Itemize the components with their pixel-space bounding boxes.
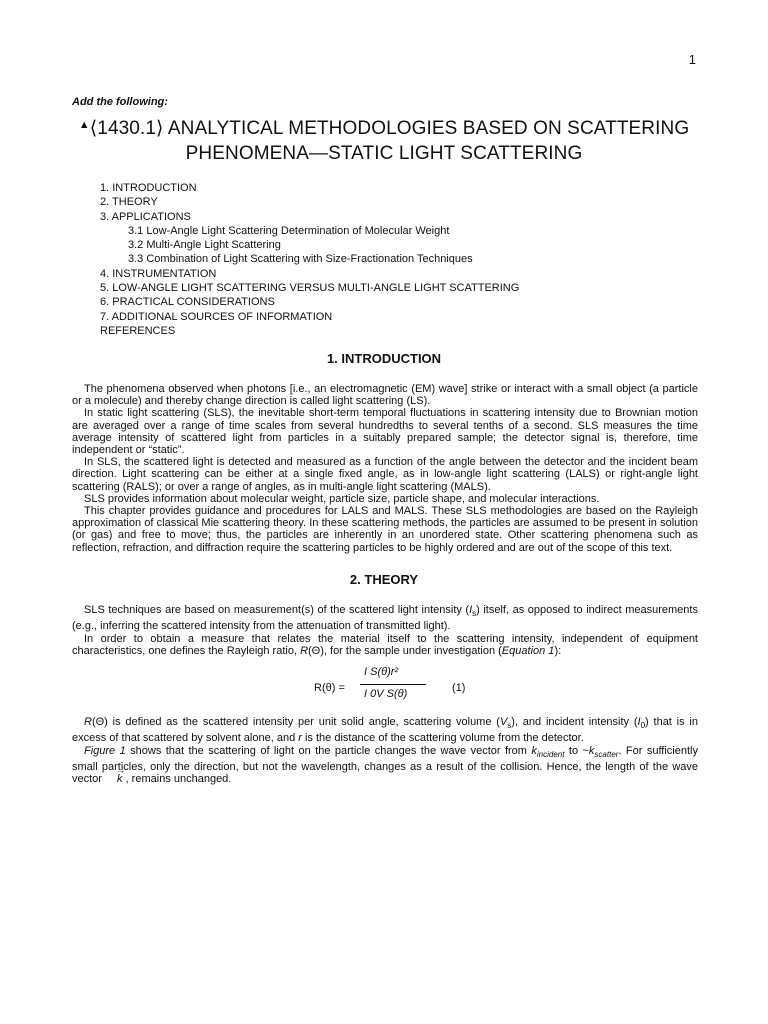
revision-marker-icon: ▲ (78, 119, 90, 131)
toc-item: 4. INSTRUMENTATION (100, 267, 217, 280)
theory-body-top (72, 604, 698, 657)
toc-item: 3. APPLICATIONS (100, 210, 191, 223)
add-following-note: Add the following: (72, 96, 168, 108)
section-heading-introduction: 1. INTRODUCTION (326, 351, 442, 366)
chapter-title-line2: PHENOMENA—STATIC LIGHT SCATTERING (185, 143, 583, 164)
equation-lhs: R(θ) = (314, 682, 345, 694)
toc-item: REFERENCES (100, 324, 176, 337)
introduction-body (72, 383, 698, 554)
fraction-bar (360, 684, 426, 685)
wave-vector-symbol: → k (105, 773, 123, 785)
paragraph: In SLS, the scattered light is detected and measured as a function of the angle between the detector and the incident beam direction. Light scattering can be either at a single fixed angle, as in low-angle light scattering (LALS) or right-angle light scattering (RALS); or over a range of angles, as in multi-angle light scattering (MALS). (72, 456, 698, 493)
paragraph: SLS techniques are based on measurement(s) of the scattered light intensity $(I_s)$ itself, as opposed to indirect measurements (e.g., inferring the scattered intensity from the attenuation of transmitted light). (72, 604, 698, 633)
chapter-title (40, 113, 728, 166)
paragraph: The phenomena observed when photons [i.e., an electromagnetic (EM) wave] strike or interact with a small object (a particle or a molecule) and thereby change direction is called light scattering (LS). (72, 383, 698, 408)
theory-body-bottom (72, 716, 698, 785)
paragraph: SLS provides information about molecular weight, particle size, particle shape, and molecular interactions. (84, 492, 600, 505)
toc-item: 2. THEORY (100, 196, 158, 209)
paragraph: R(Θ) is defined as the scattered intensity per unit solid angle, scattering volume $(V_s)$, and incident intensity $(I_0)$ that is in excess of that scattered by solvent alone, and r is the distance of the scattering volume from the detector. (72, 716, 698, 745)
toc-subitem: 3.1 Low-Angle Light Scattering Determination of Molecular Weight (128, 224, 450, 237)
equation-1 (300, 664, 500, 714)
paragraph: Figure 1 shows that the scattering of light on the particle changes the wave vector from $k_{incident}$ to $\sim k_{scatter}$. For sufficiently small particles, only the direction, but not the wavelength, changes as a result of the collision. Hence, the length of the wave vector → k , remains unchanged. (72, 745, 698, 786)
equation-numerator: I S(θ)r² (364, 666, 399, 678)
chapter-title-line1: ⟨1430.1⟩ ANALYTICAL METHODOLOGIES BASED ON SCATTERING (89, 118, 690, 139)
toc-subitem: 3.3 Combination of Light Scattering with Size-Fractionation Techniques (128, 253, 473, 266)
page-number: 1 (688, 52, 696, 67)
paragraph: In static light scattering (SLS), the inevitable short-term temporal fluctuations in scattering intensity due to Brownian motion are averaged over a range of time scales from several hundredths to several tenths of a second. SLS measures the time average intensity of scattered light from particles in a suitably prepared sample; the detector signal is, therefore, time independent or “static”. (72, 407, 698, 457)
section-heading-theory: 2. THEORY (349, 572, 419, 587)
toc-item: 5. LOW-ANGLE LIGHT SCATTERING VERSUS MULTI-ANGLE LIGHT SCATTERING (100, 282, 520, 295)
paragraph: In order to obtain a measure that relates the material itself to the scattering intensity, independent of equipment characteristics, one defines the Rayleigh ratio, R(Θ), for the sample under investigation (Equation 1): (72, 632, 698, 657)
toc-item: 1. INTRODUCTION (100, 182, 197, 194)
paragraph: This chapter provides guidance and procedures for LALS and MALS. These SLS methodologies are based on the Rayleigh approximation of classical Mie scattering theory. In these scattering methods, the particles are assumed to be present in solution (or gas) and free to move; thus, the particles are inherently in an unordered state. Other scattering phenomena such as reflection, refraction, and diffraction require the scattering particles to be highly ordered and are out of the scope of this text. (72, 505, 698, 554)
toc-item: 6. PRACTICAL CONSIDERATIONS (100, 296, 275, 309)
toc-item: 7. ADDITIONAL SOURCES OF INFORMATION (100, 310, 333, 323)
toc-subitem: 3.2 Multi-Angle Light Scattering (128, 239, 281, 252)
equation-denominator: I 0V S(θ) (364, 688, 408, 700)
equation-number: (1) (452, 682, 466, 694)
table-of-contents (100, 181, 519, 338)
